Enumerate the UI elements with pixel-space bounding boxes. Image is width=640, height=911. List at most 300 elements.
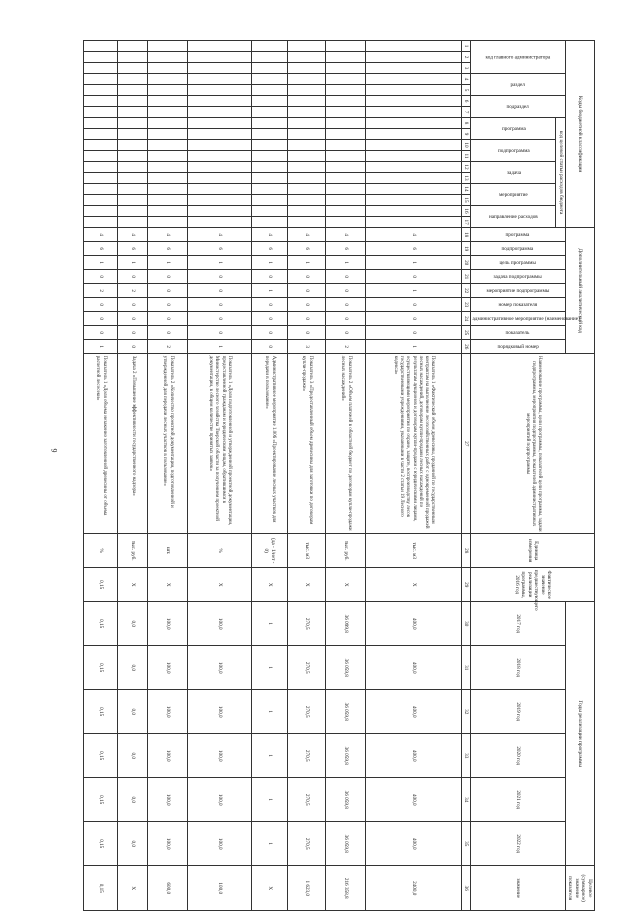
column-number: 32	[462, 690, 472, 734]
analytic-code-cell: 0	[118, 340, 148, 354]
year-value-cell: 0,15	[84, 822, 118, 866]
kbk-cell	[188, 63, 252, 74]
column-number: 35	[462, 822, 472, 866]
kbk-cell	[326, 184, 366, 195]
column-number: 8	[462, 118, 472, 129]
rotated-table-frame	[75, 40, 595, 900]
kbk-cell	[252, 85, 288, 96]
fact-value-cell: Х	[188, 568, 252, 602]
year-value-cell: 0,0	[118, 734, 148, 778]
kbk-subsection-header: подраздел	[471, 96, 566, 118]
column-number: 28	[462, 534, 472, 568]
kbk-cell	[188, 217, 252, 228]
kbk-cell	[148, 162, 188, 173]
column-number: 6	[462, 96, 472, 107]
kbk-cell	[118, 52, 148, 63]
year-value-cell: 36 059,8	[326, 734, 366, 778]
kbk-direction-header: направление расходов	[471, 206, 556, 228]
kbk-cell	[288, 118, 326, 129]
kbk-cell	[366, 107, 462, 118]
analytic-measure-header: мероприятие подпрограммы	[471, 284, 566, 298]
fact-value-header: Фактическое значение предшествующего реализации программы, 2016 год	[471, 568, 595, 602]
kbk-cell	[148, 195, 188, 206]
analytic-code-cell: 0	[188, 270, 252, 284]
unit-header: Единица измерения	[471, 534, 595, 568]
analytic-code-cell: 0	[148, 326, 188, 340]
kbk-cell	[366, 195, 462, 206]
analytic-code-cell: 0	[326, 284, 366, 298]
kbk-cell	[188, 52, 252, 63]
analytic-code-cell: 0	[288, 326, 326, 340]
year-value-cell: 36 059,8	[326, 778, 366, 822]
kbk-cell	[84, 195, 118, 206]
column-number: 1	[462, 41, 472, 52]
kbk-cell	[252, 217, 288, 228]
analytic-code-cell: 0	[148, 298, 188, 312]
kbk-cell	[188, 96, 252, 107]
analytic-code-cell: 0	[84, 270, 118, 284]
kbk-cell	[326, 74, 366, 85]
analytic-code-cell: 6	[148, 242, 188, 256]
kbk-cell	[118, 129, 148, 140]
kbk-cell	[188, 195, 252, 206]
column-number: 9	[462, 129, 472, 140]
kbk-cell	[288, 162, 326, 173]
kbk-cell	[84, 74, 118, 85]
kbk-cell	[84, 173, 118, 184]
target-value-cell: 1 623,0	[288, 866, 326, 911]
kbk-cell	[326, 140, 366, 151]
column-number: 7	[462, 107, 472, 118]
column-number: 5	[462, 85, 472, 96]
program-indicators-table	[83, 40, 595, 911]
analytic-code-cell: 4	[84, 228, 118, 242]
year-value-cell: 400,0	[366, 646, 462, 690]
indicator-text-cell: Задача 2 «Повышение эффективности государственного надзора»	[118, 354, 148, 534]
year-value-cell: 100,0	[148, 778, 188, 822]
kbk-cell	[288, 217, 326, 228]
analytic-code-cell: 0	[326, 326, 366, 340]
year-value-cell: 400,0	[366, 822, 462, 866]
analytic-code-cell: 1	[188, 340, 252, 354]
analytic-code-cell: 0	[148, 312, 188, 326]
kbk-cell	[366, 52, 462, 63]
analytic-code-cell: 6	[188, 242, 252, 256]
analytic-code-cell: 0	[252, 298, 288, 312]
kbk-cell	[188, 206, 252, 217]
year-value-cell: 270,5	[288, 778, 326, 822]
year-value-cell: 0,15	[84, 690, 118, 734]
analytic-indicator-header: показатель	[471, 326, 566, 340]
analytic-code-cell: 1	[84, 256, 118, 270]
column-number: 20	[462, 256, 472, 270]
kbk-cell	[366, 140, 462, 151]
analytic-code-cell: 0	[252, 312, 288, 326]
kbk-cell	[366, 162, 462, 173]
year-value-cell: 1	[252, 822, 288, 866]
kbk-cell	[84, 118, 118, 129]
kbk-cell	[288, 184, 326, 195]
year-value-cell: 100,0	[188, 822, 252, 866]
kbk-cell	[188, 74, 252, 85]
table-row	[84, 41, 118, 911]
year-value-cell: 100,0	[188, 690, 252, 734]
table-row	[118, 41, 148, 911]
year-value-cell: 400,0	[366, 778, 462, 822]
kbk-cell	[288, 52, 326, 63]
target-value-cell: Х	[118, 866, 148, 911]
analytic-code-cell: 0	[366, 312, 462, 326]
kbk-cell	[188, 118, 252, 129]
year-value-cell: 36 099,8	[326, 602, 366, 646]
analytic-code-cell: 0	[366, 270, 462, 284]
analytic-code-cell: 2	[118, 284, 148, 298]
analytic-code-cell: 1	[252, 284, 288, 298]
analytic-code-cell: 1	[366, 256, 462, 270]
unit-cell: %	[84, 534, 118, 568]
unit-cell: %	[188, 534, 252, 568]
kbk-cell	[252, 96, 288, 107]
kbk-cell	[188, 184, 252, 195]
kbk-cell	[118, 85, 148, 96]
year-value-cell: 100,0	[148, 690, 188, 734]
fact-value-cell: Х	[148, 568, 188, 602]
year-2017-header: 2017 год	[471, 602, 566, 646]
kbk-cell	[326, 195, 366, 206]
analytic-code-cell: 4	[148, 228, 188, 242]
column-number: 30	[462, 602, 472, 646]
analytic-code-cell: 4	[118, 228, 148, 242]
year-value-cell: 0,15	[84, 646, 118, 690]
kbk-cell	[118, 140, 148, 151]
target-header: Целевое (суммарное) значение показателя	[566, 866, 595, 911]
unit-cell: тыс. руб.	[326, 534, 366, 568]
analytic-admin-measure-header: административное мероприятие (наименование)	[471, 312, 566, 326]
analytic-code-cell: 0	[188, 298, 252, 312]
kbk-cell	[84, 162, 118, 173]
indicator-text-cell: Показатель 1 «Фактический объем древесины, проданной по государственным контрактам на выполнение лесохозяйственных работ с одновременной продажей лесных насаждений, договорам купли-продажи лесных насаждений по результатам аукционов и договорам купли-продажи с юридическими лицами, осуществляющими мероприятия по охране, защите, воспроизводству лесов государственными учреждениями, указанными в части 2 статьи 19 Лесного кодекса»	[366, 354, 462, 534]
column-numbers-row	[462, 41, 472, 911]
column-number: 4	[462, 74, 472, 85]
kbk-cell	[252, 195, 288, 206]
unit-cell: тыс. м3	[366, 534, 462, 568]
analytic-indicator-no-header: номер показателя	[471, 298, 566, 312]
analytic-code-cell: 0	[326, 298, 366, 312]
kbk-cell	[148, 118, 188, 129]
kbk-cell	[84, 217, 118, 228]
unit-cell: шт.	[148, 534, 188, 568]
kbk-cell	[148, 129, 188, 140]
analytic-code-cell: 4	[252, 228, 288, 242]
target-sub-header: значение	[471, 866, 566, 911]
column-number: 36	[462, 866, 472, 911]
analytic-code-cell: 1	[366, 340, 462, 354]
kbk-cell	[366, 118, 462, 129]
column-number: 26	[462, 340, 472, 354]
kbk-cell	[252, 184, 288, 195]
table-row	[188, 41, 252, 911]
year-value-cell: 100,0	[188, 778, 252, 822]
analytic-code-cell: 0	[84, 298, 118, 312]
kbk-cell	[326, 151, 366, 162]
fact-value-cell: Х	[326, 568, 366, 602]
column-number: 34	[462, 778, 472, 822]
target-value-cell: 100,0	[188, 866, 252, 911]
table-row	[148, 41, 188, 911]
table-row	[366, 41, 462, 911]
kbk-cell	[118, 151, 148, 162]
analytic-code-cell: 6	[252, 242, 288, 256]
fact-value-cell: Х	[366, 568, 462, 602]
kbk-cell	[366, 217, 462, 228]
table-row	[288, 41, 326, 911]
analytic-code-header: Дополнительный аналитический код	[566, 228, 595, 354]
kbk-cell	[118, 63, 148, 74]
kbk-cell	[252, 129, 288, 140]
analytic-code-cell: 1	[252, 256, 288, 270]
kbk-cell	[188, 173, 252, 184]
column-number: 24	[462, 312, 472, 326]
kbk-task-header: задача	[471, 162, 556, 184]
analytic-code-cell: 0	[252, 340, 288, 354]
column-number: 21	[462, 270, 472, 284]
analytic-code-cell: 6	[326, 242, 366, 256]
year-value-cell: 0,15	[84, 734, 118, 778]
analytic-code-cell: 0	[188, 326, 252, 340]
kbk-cell	[252, 52, 288, 63]
kbk-cell	[326, 217, 366, 228]
analytic-code-cell: 6	[366, 242, 462, 256]
kbk-cell	[326, 107, 366, 118]
column-number: 31	[462, 646, 472, 690]
kbk-cell	[288, 129, 326, 140]
kbk-cell	[326, 52, 366, 63]
kbk-cell	[84, 140, 118, 151]
kbk-cell	[366, 63, 462, 74]
year-value-cell: 270,5	[288, 646, 326, 690]
kbk-cell	[366, 151, 462, 162]
kbk-cell	[252, 118, 288, 129]
fact-value-cell: Х	[118, 568, 148, 602]
year-value-cell: 1	[252, 778, 288, 822]
year-value-cell: 270,5	[288, 822, 326, 866]
year-value-cell: 100,0	[148, 734, 188, 778]
analytic-code-cell: 0	[326, 270, 366, 284]
table-row	[252, 41, 288, 911]
kbk-cell	[188, 41, 252, 52]
kbk-program-header: программа	[471, 118, 556, 140]
column-number: 2	[462, 52, 472, 63]
column-number: 16	[462, 206, 472, 217]
kbk-cell	[288, 74, 326, 85]
column-number: 17	[462, 217, 472, 228]
analytic-code-cell: 0	[188, 284, 252, 298]
kbk-cell	[84, 63, 118, 74]
kbk-cell	[84, 206, 118, 217]
kbk-cell	[288, 140, 326, 151]
column-number: 33	[462, 734, 472, 778]
kbk-cell	[148, 96, 188, 107]
kbk-cell	[252, 74, 288, 85]
year-value-cell: 100,0	[188, 646, 252, 690]
year-value-cell: 400,0	[366, 690, 462, 734]
kbk-cell	[148, 206, 188, 217]
analytic-code-cell: 0	[84, 312, 118, 326]
year-2019-header: 2019 год	[471, 690, 566, 734]
kbk-cell	[288, 63, 326, 74]
analytic-code-cell: 2	[326, 340, 366, 354]
fact-value-cell: 0,15	[84, 568, 118, 602]
analytic-code-cell: 1	[118, 256, 148, 270]
analytic-code-cell: 0	[288, 298, 326, 312]
column-number: 18	[462, 228, 472, 242]
year-value-cell: 0,0	[118, 778, 148, 822]
kbk-cell	[118, 173, 148, 184]
kbk-cell	[148, 52, 188, 63]
analytic-code-cell: 0	[148, 284, 188, 298]
analytic-code-cell: 0	[188, 312, 252, 326]
year-value-cell: 0,15	[84, 778, 118, 822]
indicator-text-cell: Административное мероприятие 1.006 «Проектирование лесных участков для передачи в пользование»	[252, 354, 288, 534]
analytic-subprogram-header: подпрограмма	[471, 242, 566, 256]
year-value-cell: 100,0	[148, 822, 188, 866]
kbk-cell	[118, 107, 148, 118]
kbk-cell	[148, 63, 188, 74]
kbk-cell	[84, 85, 118, 96]
kbk-cell	[252, 107, 288, 118]
target-value-cell: 0,15	[84, 866, 118, 911]
analytic-code-cell: 0	[118, 312, 148, 326]
years-header: Годы реализации программы	[566, 602, 595, 866]
year-2018-header: 2018 год	[471, 646, 566, 690]
year-value-cell: 0,0	[118, 690, 148, 734]
kbk-cell	[326, 173, 366, 184]
kbk-cell	[252, 140, 288, 151]
kbk-cell	[118, 184, 148, 195]
kbk-cell	[188, 151, 252, 162]
year-value-cell: 100,0	[148, 646, 188, 690]
year-value-cell: 270,5	[288, 734, 326, 778]
kbk-cell	[326, 41, 366, 52]
kbk-cell	[118, 74, 148, 85]
kbk-cell	[84, 129, 118, 140]
kbk-cell	[326, 206, 366, 217]
column-number: 27	[462, 354, 472, 534]
analytic-code-cell: 0	[366, 298, 462, 312]
analytic-code-cell: 6	[288, 242, 326, 256]
analytic-code-cell: 1	[288, 256, 326, 270]
analytic-code-cell: 0	[118, 270, 148, 284]
fact-value-cell: Х	[252, 568, 288, 602]
kbk-cell	[366, 85, 462, 96]
year-value-cell: 1	[252, 646, 288, 690]
indicator-text-cell: Показатель 2 «Количество проектной документации, подготовленной и утвержденной для передачи лесных участков в пользование»	[148, 354, 188, 534]
year-2022-header: 2022 год	[471, 822, 566, 866]
analytic-code-cell: 0	[84, 326, 118, 340]
target-value-cell: 216 358,8	[326, 866, 366, 911]
column-number: 22	[462, 284, 472, 298]
column-number: 14	[462, 184, 472, 195]
analytic-code-cell: 4	[288, 228, 326, 242]
rotated-table-content	[75, 40, 595, 900]
year-value-cell: 36 059,8	[326, 690, 366, 734]
year-value-cell: 270,5	[288, 602, 326, 646]
kbk-cell	[188, 162, 252, 173]
unit-cell: (да - 1/нет - 0)	[252, 534, 288, 568]
kbk-cell	[252, 41, 288, 52]
analytic-code-cell: 4	[188, 228, 252, 242]
analytic-code-cell: 3	[288, 340, 326, 354]
kbk-cell	[84, 96, 118, 107]
column-number: 19	[462, 242, 472, 256]
kbk-cell	[148, 173, 188, 184]
kbk-cell	[366, 74, 462, 85]
indicator-text-cell: Показатель 3 «Предоставленный объем древесины для заготовки по договорам купли-продажи»	[288, 354, 326, 534]
year-2021-header: 2021 год	[471, 778, 566, 822]
year-value-cell: 1	[252, 602, 288, 646]
analytic-code-cell: 0	[288, 270, 326, 284]
year-value-cell: 1	[252, 690, 288, 734]
analytic-code-cell: 0	[326, 312, 366, 326]
kbk-cell	[288, 173, 326, 184]
kbk-subprogram-header: подпрограмма	[471, 140, 556, 162]
kbk-measure-header: мероприятие	[471, 184, 556, 206]
kbk-cell	[118, 195, 148, 206]
year-value-cell: 1	[252, 734, 288, 778]
kbk-target-article-header: код целевой статьи расходов бюджета	[556, 118, 566, 228]
year-value-cell: 0,0	[118, 822, 148, 866]
kbk-cell	[188, 107, 252, 118]
page-number: 9	[49, 448, 59, 453]
column-number: 23	[462, 298, 472, 312]
kbk-cell	[326, 63, 366, 74]
column-number: 11	[462, 151, 472, 162]
kbk-cell	[366, 206, 462, 217]
analytic-code-cell: 1	[188, 256, 252, 270]
analytic-code-cell: 0	[288, 284, 326, 298]
kbk-cell	[252, 151, 288, 162]
kbk-cell	[288, 96, 326, 107]
kbk-cell	[366, 173, 462, 184]
kbk-cell	[118, 41, 148, 52]
kbk-cell	[148, 184, 188, 195]
kbk-cell	[84, 107, 118, 118]
kbk-cell	[366, 184, 462, 195]
kbk-cell	[366, 129, 462, 140]
kbk-section-header: раздел	[471, 74, 566, 96]
analytic-code-cell: 6	[118, 242, 148, 256]
fact-value-cell: Х	[288, 568, 326, 602]
analytic-code-cell: 1	[148, 256, 188, 270]
analytic-code-cell: 0	[366, 326, 462, 340]
kbk-cell	[118, 96, 148, 107]
kbk-cell	[84, 151, 118, 162]
year-value-cell: 400,0	[366, 734, 462, 778]
kbk-cell	[188, 140, 252, 151]
year-value-cell: 0,15	[84, 602, 118, 646]
kbk-header: Коды бюджетной классификации	[566, 41, 595, 228]
kbk-cell	[188, 85, 252, 96]
kbk-cell	[366, 41, 462, 52]
kbk-admin-code-header: код главного администратора	[471, 41, 566, 74]
analytic-code-cell: 6	[84, 242, 118, 256]
kbk-cell	[252, 206, 288, 217]
column-number: 10	[462, 140, 472, 151]
kbk-cell	[118, 217, 148, 228]
target-value-cell: 600,0	[148, 866, 188, 911]
target-value-cell: Х	[252, 866, 288, 911]
year-value-cell: 400,0	[366, 602, 462, 646]
